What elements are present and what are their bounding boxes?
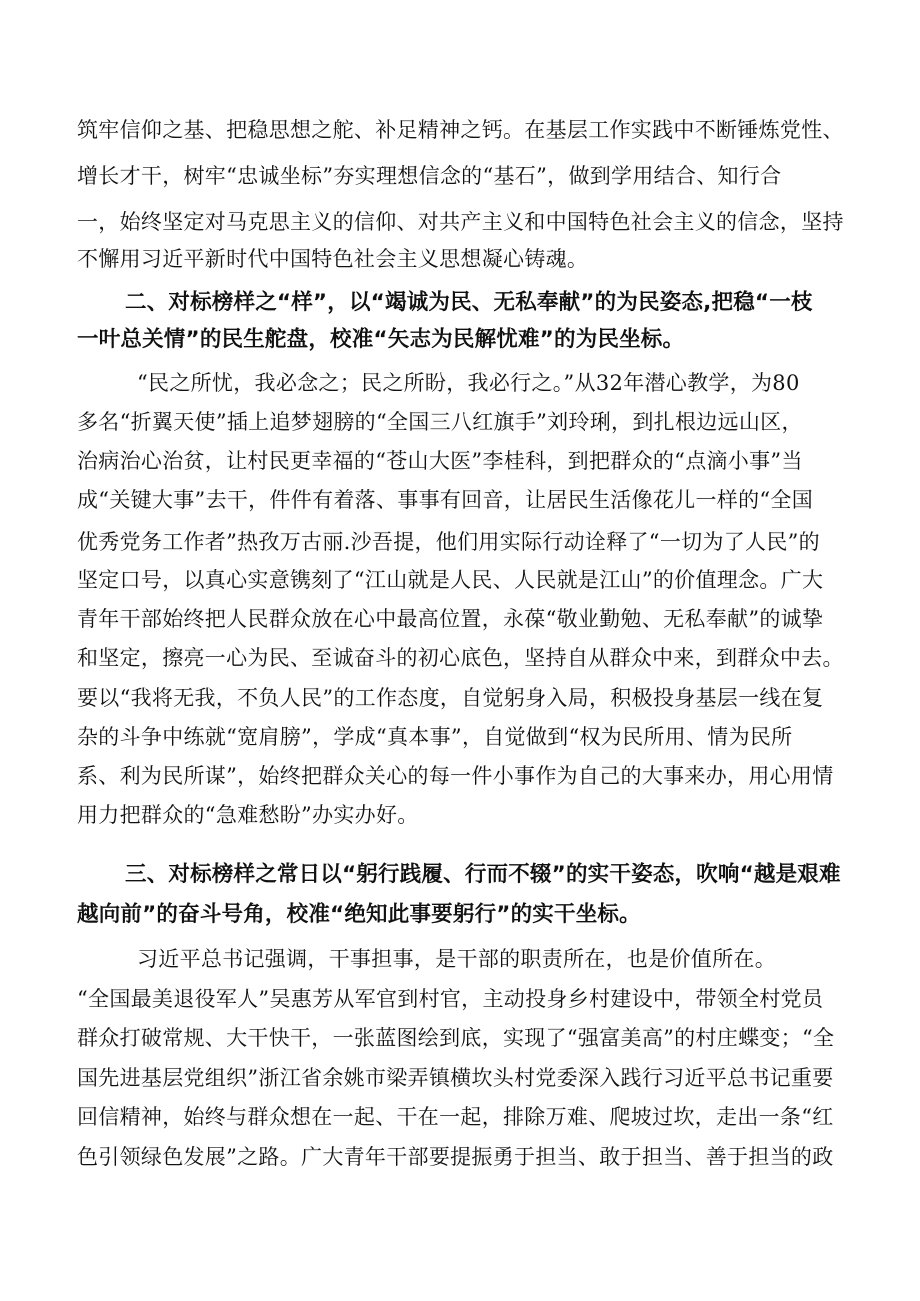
body-text-line: 系、利为民所谋”，始终把群众关心的每一件小事作为自己的大事来办，用心用情: [77, 764, 834, 788]
body-text-line: 多名“折翼天使”插上追梦翅膀的“全国三八红旗手”刘玲琍，到扎根边远山区，: [77, 410, 803, 434]
body-text-line: 杂的斗争中练就“宽肩膀”，学成“真本事”，自觉做到“权为民所用、情为民所: [77, 725, 793, 749]
body-text-line: 增长才干，树牢“忠诚坐标”夯实理想信念的“基石”，做到学用结合、知行合: [77, 164, 782, 188]
body-text-line: 群众打破常规、大干快干，一张蓝图绘到底，实现了“强富美高”的村庄蝶变；“全: [77, 1026, 835, 1050]
body-text-line: 习近平总书记强调，干事担事，是干部的职责所在，也是价值所在。: [137, 947, 776, 971]
body-text-line: 治病治心治贫，让村民更幸福的“苍山大医”李桂科，到把群众的“点滴小事”当: [77, 449, 803, 473]
body-text-line: 成“关键大事”去干，件件有着落、事事有回音，让居民生活像花儿一样的“全国: [77, 488, 814, 512]
section-heading-3: 三、对标榜样之常日以“躬行践履、行而不辍”的实干姿态，吹响“越是艰难: [125, 862, 841, 887]
body-text-line: 青年干部始终把人民群众放在心中最高位置，永葆“敬业勤勉、无私奉献”的诚挚: [77, 607, 824, 631]
body-text-line: “全国最美退役军人”吴惠芳从军官到村官，主动投身乡村建设中，带领全村党员: [77, 987, 824, 1011]
section-heading-3-cont: 越向前”的奋斗号角，校准“绝知此事要躬行”的实干坐标。: [77, 902, 641, 927]
body-text-line: 回信精神，始终与群众想在一起、干在一起，排除万难、爬坡过坎，走出一条“红: [77, 1105, 834, 1129]
section-heading-2-cont: 一叶总关情”的民生舵盘，校准“矢志为民解忧难”的为民坐标。: [77, 327, 685, 352]
body-text-line: 色引领绿色发展”之路。广大青年干部要提振勇于担当、敢于担当、善于担当的政: [77, 1145, 834, 1169]
body-text-line: 筑牢信仰之基、把稳思想之舵、补足精神之钙。在基层工作实践中不断锤炼党性、: [77, 118, 844, 142]
body-text-line: 要以“我将无我，不负人民”的工作态度，自觉躬身入局，积极投身基层一线在复: [77, 686, 824, 710]
body-text-line: 用力把群众的“急难愁盼”办实办好。: [77, 803, 419, 827]
body-text-line: “民之所忧，我必念之；民之所盼，我必行之。”从32年潜心教学，为80: [137, 371, 800, 395]
body-text-line: 不懈用习近平新时代中国特色社会主义思想凝心铸魂。: [77, 247, 589, 271]
body-text-line: 坚定口号，以真心实意镌刻了“江山就是人民、人民就是江山”的价值理念。广大: [77, 568, 824, 592]
section-heading-2: 二、对标榜样之“样”，以“竭诚为民、无私奉献”的为民姿态,把稳“一枝: [125, 290, 813, 315]
body-text-line: 优秀党务工作者”热孜万古丽.沙吾提，他们用实际行动诠释了“一切为了人民”的: [77, 530, 820, 554]
body-text-line: 国先进基层党组织”浙江省余姚市梁弄镇横坎头村党委深入践行习近平总书记重要: [77, 1066, 834, 1090]
body-text-line: 和坚定，擦亮一心为民、至诚奋斗的初心底色，坚持自从群众中来，到群众中去。: [77, 646, 844, 670]
body-text-line: 一，始终坚定对马克思主义的信仰、对共产主义和中国特色社会主义的信念，坚持: [77, 210, 844, 234]
